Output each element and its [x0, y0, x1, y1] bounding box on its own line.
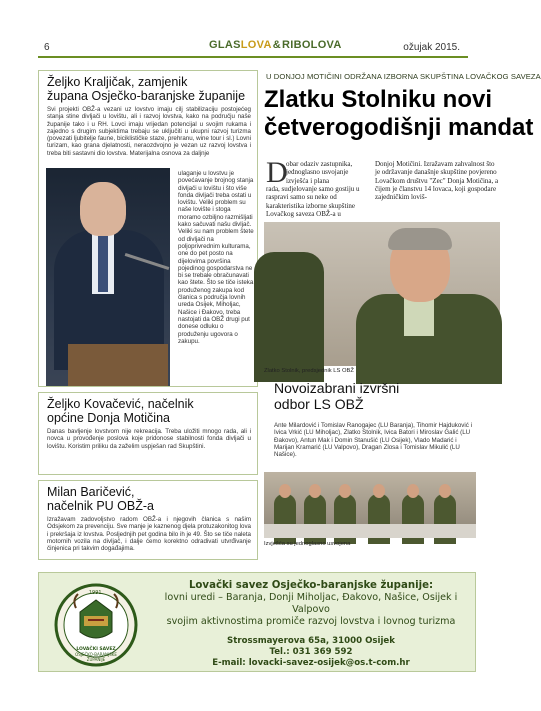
ad-address: Strossmayerova 65a, 31000 Osijek	[227, 636, 395, 646]
kovacevic-box	[38, 392, 258, 475]
ad-line-1: lovni uredi – Baranja, Donji Miholjac, Đakovo, Našice, Osijek i Valpovo	[164, 592, 458, 615]
stolnik-photo	[264, 222, 500, 366]
header-divider	[38, 56, 468, 58]
ad-title: Lovački savez Osječko-baranjske županije:	[188, 580, 434, 591]
baricevic-title: Milan Baričević, načelnik PU OBŽ-a	[47, 485, 154, 513]
svg-text:LOVAČKI SAVEZ: LOVAČKI SAVEZ	[76, 647, 116, 652]
baricevic-box	[38, 480, 258, 560]
stolnik-photo-caption: Zlatko Stolnik, predsjednik LS OBŽ	[264, 368, 354, 374]
board-subtitle: Novoizabrani izvršni odbor LS OBŽ	[274, 380, 400, 412]
kraljicak-photo	[46, 168, 170, 386]
svg-text:OSJEČKO-BARANJSKE: OSJEČKO-BARANJSKE	[75, 652, 117, 657]
kraljicak-paragraph: Svi projekti OBŽ-a vezani uz lovstvo imaju cilj stabilizaciju postojećeg stanja stine divljači u lovištu, ali i razvoj lovstva, kako na području naše županije tako i u RH. Lovci imaju vrijedan potencijal u svojim rukama i zajedno s drugim subjektima trebaju se uključiti u ukupni razvoj turizma (povezati ljubitelje faune, biciklističke staze, prehranu, wine tour i sl.) Lovni turizam, kao grana djelatnosti, neraozdvojno je vezan uz razvoj lovstva i treba biti sastavni dio lovstva. Materijalna osnova za daljnje	[47, 106, 251, 157]
kovacevic-paragraph: Danas bavljenje lovstvom nije rekreacija. Treba uložiti mnogo rada, ali i novca u provođenje poslova koje pridonose stabilnosti fonda divljači u lovištu. Koristim priliku da zaželim uspješan rad Skupštini.	[47, 428, 251, 450]
article-col-a-top: obar odaziv zastupnika, jednoglasno usvojanje izvješća i plana	[286, 160, 353, 185]
svg-text:ŽUPANIJE: ŽUPANIJE	[86, 657, 106, 662]
page-header	[0, 0, 500, 62]
baricevic-paragraph: Izražavam zadovoljstvo radom OBŽ-a i njegovih članica s našim Odsjekom za prevenciju. Sve manje je kaznenog djela protuzakonitog lova i prekršaja iz lovstva. Posljednjih pet godina bilo ih je 49. Što se tiče naleta motornih vozila na divljač, i dalje ćemo korektno odradivati utvrđivanje činjenica pri takvim događajima.	[47, 516, 251, 553]
article-headline: Zlatku Stolniku novi četverogodišnji mandat	[264, 86, 534, 141]
association-emblem-icon	[50, 582, 142, 668]
ad-text	[148, 580, 474, 669]
assembly-photo-caption: Izvješća su jednoglasno usvojena	[264, 541, 351, 547]
issue-date: ožujak 2015.	[403, 42, 460, 53]
article-kicker: U DONJOJ MOTIČINI ODRŽANA IZBORNA SKUPŠTINA LOVAČKOG SAVEZA	[266, 72, 541, 81]
page-number: 6	[44, 42, 50, 53]
assembly-photo	[264, 472, 476, 538]
drop-cap: D	[266, 156, 288, 189]
board-members-list: Ante Milardović i Tomislav Ranogajec (LU Baranja), Tihomir Hajduković i Ivica Vrkić (LU Miholjac), Zlatko Stolnik, Ivica Batori i Miroslav Galić (LU Đakovo), Antun Mak i Domin Stanušić (LU Osijek), Vlado Madarić i Marijan Kramarić (LU Valpovo), Dragan Zlosa i Tomislav Mikulić (LU Našice).	[274, 422, 472, 459]
kraljicak-title: Željko Kraljičak, zamjenik župana Osječko-baranjske županije	[47, 75, 246, 103]
magazine-logo: GLAS LOVA & RIBOLOVA	[209, 39, 342, 51]
svg-text:1991.: 1991.	[88, 590, 104, 596]
article-col-a-bottom: rada, sudjelovanje samo gostiju u raspravi samo su neke od karakteristika izborne skupštine Lovačkog saveza OBŽ-a u	[266, 185, 360, 218]
kraljicak-wrap-text: ulaganje u lovstvu je povećavanje brojnog stanja divljači u lovištu i što više fonda divljači treba ostati u lovištu. Veliki problem su naše lovište i stoga moramo ozbiljno razmišljati kako sačuvati našu divljač. Veliki su nam problem štete od divljači na poljoprivrednim kulturama, one do pet posto na dijelovima površina pojedinog gospodarstva ne bi se trebale obračunavati kao štete. Što se tiče isteka produženog zakupa kod članica s područja lovnih ureda Osijek, Miholjac, Našice i Đakovo, treba nastojati da OBŽ drugi put donese odluku o produženju ugovora o zakupu.	[178, 170, 254, 345]
article-col-b: Donjoj Motičini. Izražavam zahvalnost što je održavanje današnje skupštine povjereno Lovačkom društvu "Zec" Donja Motičina, a čijem je članstvu 14 lovaca, koji gospodare zajedničkim loviš-	[375, 160, 499, 202]
kovacevic-title: Željko Kovačević, načelnik općine Donja Motičina	[47, 397, 194, 425]
ad-email: E-mail: lovacki-savez-osijek@os.t-com.hr	[212, 658, 410, 668]
ad-phone: Tel.: 031 369 592	[269, 647, 353, 657]
ad-line-2: svojim aktivnostima promiče razvoj lovstva i lovnog turizma	[166, 616, 456, 627]
